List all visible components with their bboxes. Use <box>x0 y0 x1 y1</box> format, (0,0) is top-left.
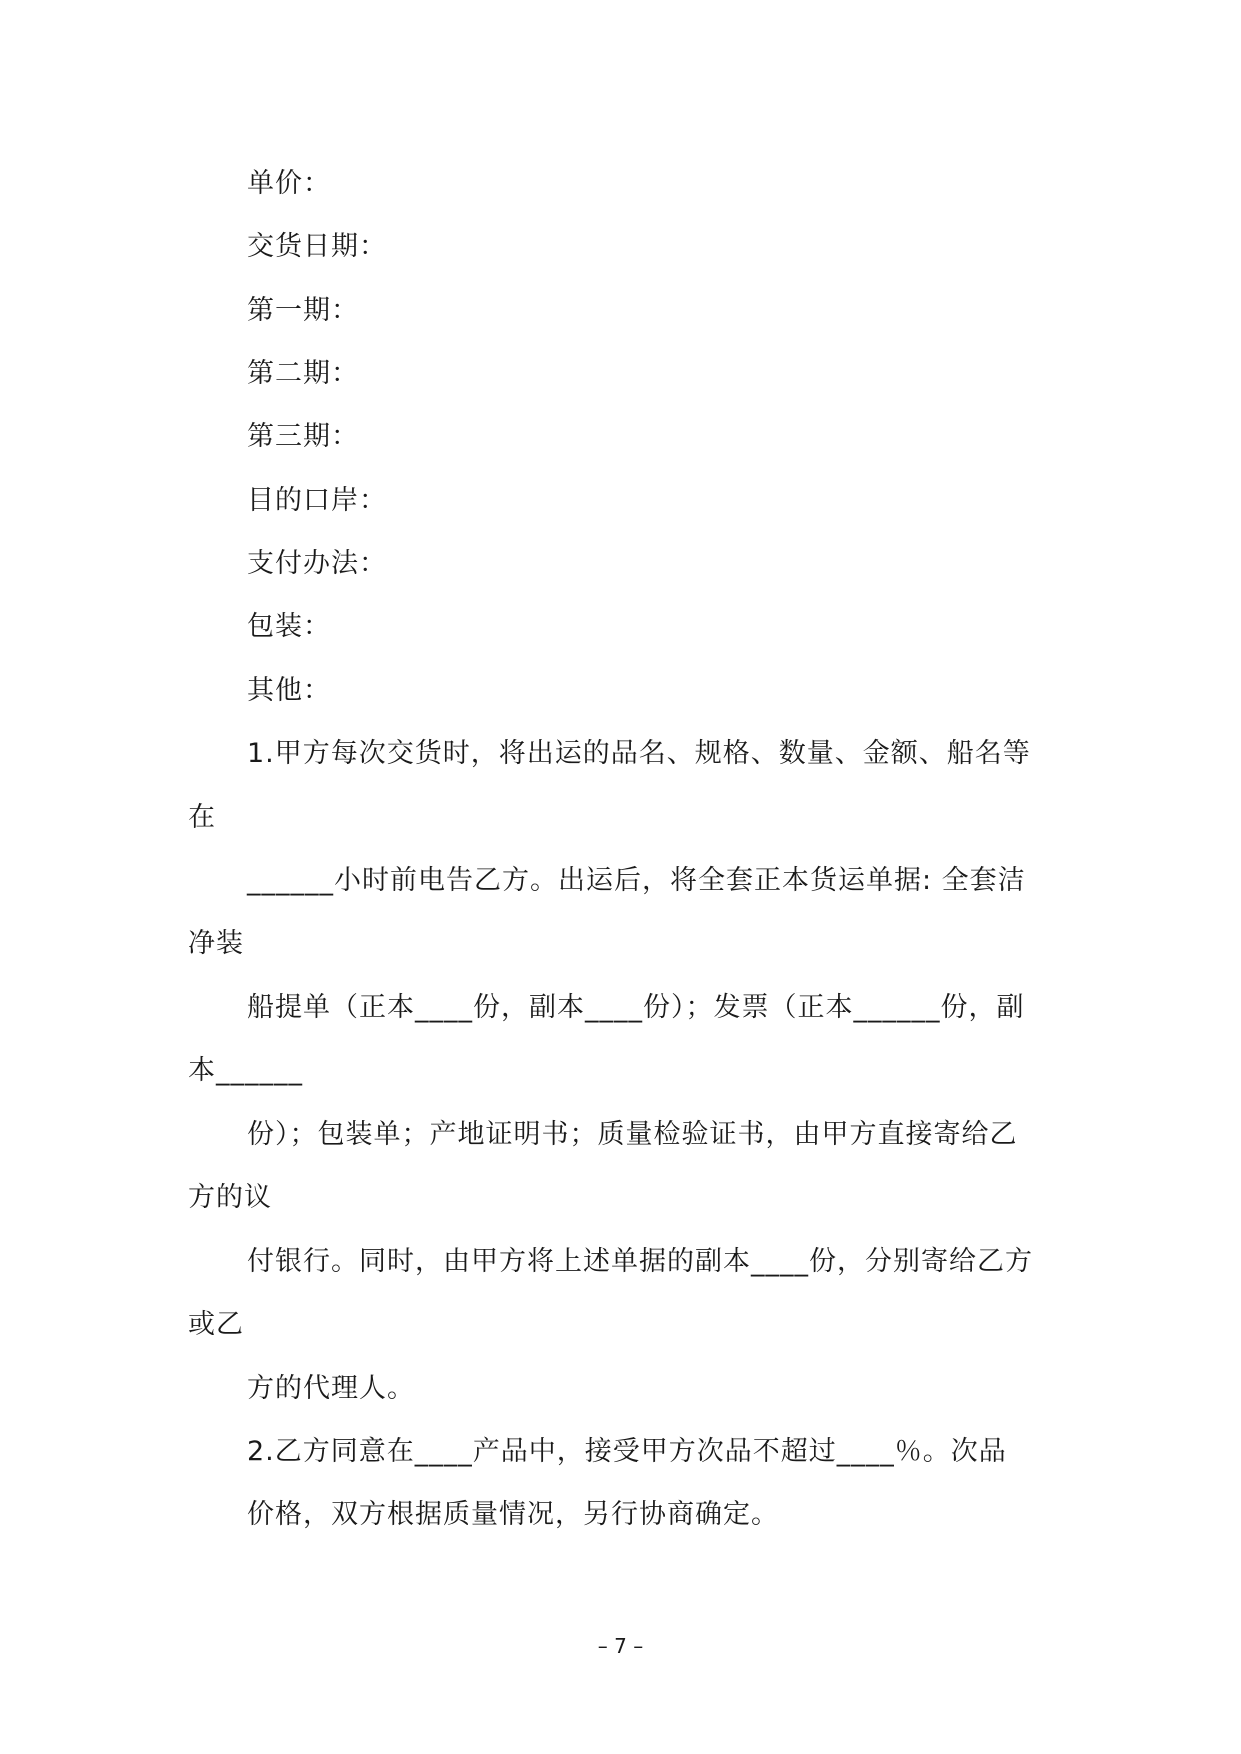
clause-1-line: 方的议 <box>188 1182 272 1213</box>
clause-1-line: 在 <box>188 802 216 833</box>
field-other: 其他： <box>247 675 331 706</box>
clause-2-line: 价格，双方根据质量情况，另行协商确定。 <box>247 1499 779 1530</box>
field-phase-one: 第一期： <box>247 295 359 326</box>
clause-1-line: 或乙 <box>188 1309 244 1340</box>
field-delivery-date: 交货日期： <box>247 231 387 262</box>
clause-1-line: 付银行。同时，由甲方将上述单据的副本____份，分别寄给乙方 <box>247 1246 1033 1277</box>
field-payment-method: 支付办法： <box>247 548 387 579</box>
clause-1-line: 净装 <box>188 928 244 959</box>
field-unit-price: 单价： <box>247 168 331 199</box>
clause-1-line: 1.甲方每次交货时，将出运的品名、规格、数量、金额、船名等 <box>247 738 1031 769</box>
page-number: – 7 – <box>597 1634 644 1658</box>
field-phase-three: 第三期： <box>247 421 359 452</box>
clause-1-line: ______小时前电告乙方。出运后，将全套正本货运单据: 全套洁 <box>247 865 1026 896</box>
clause-1-line: 份）；包装单；产地证明书；质量检验证书，由甲方直接寄给乙 <box>247 1119 1018 1150</box>
field-destination-port: 目的口岸： <box>247 485 387 516</box>
clause-1-line: 本______ <box>188 1055 303 1086</box>
clause-2-line: 2.乙方同意在____产品中，接受甲方次品不超过____％。次品 <box>247 1436 1007 1467</box>
field-packaging: 包装： <box>247 611 331 642</box>
clause-1-line: 船提单（正本____份，副本____份）；发票（正本______份，副 <box>247 992 1025 1023</box>
clause-1-line: 方的代理人。 <box>247 1373 415 1404</box>
field-phase-two: 第二期： <box>247 358 359 389</box>
